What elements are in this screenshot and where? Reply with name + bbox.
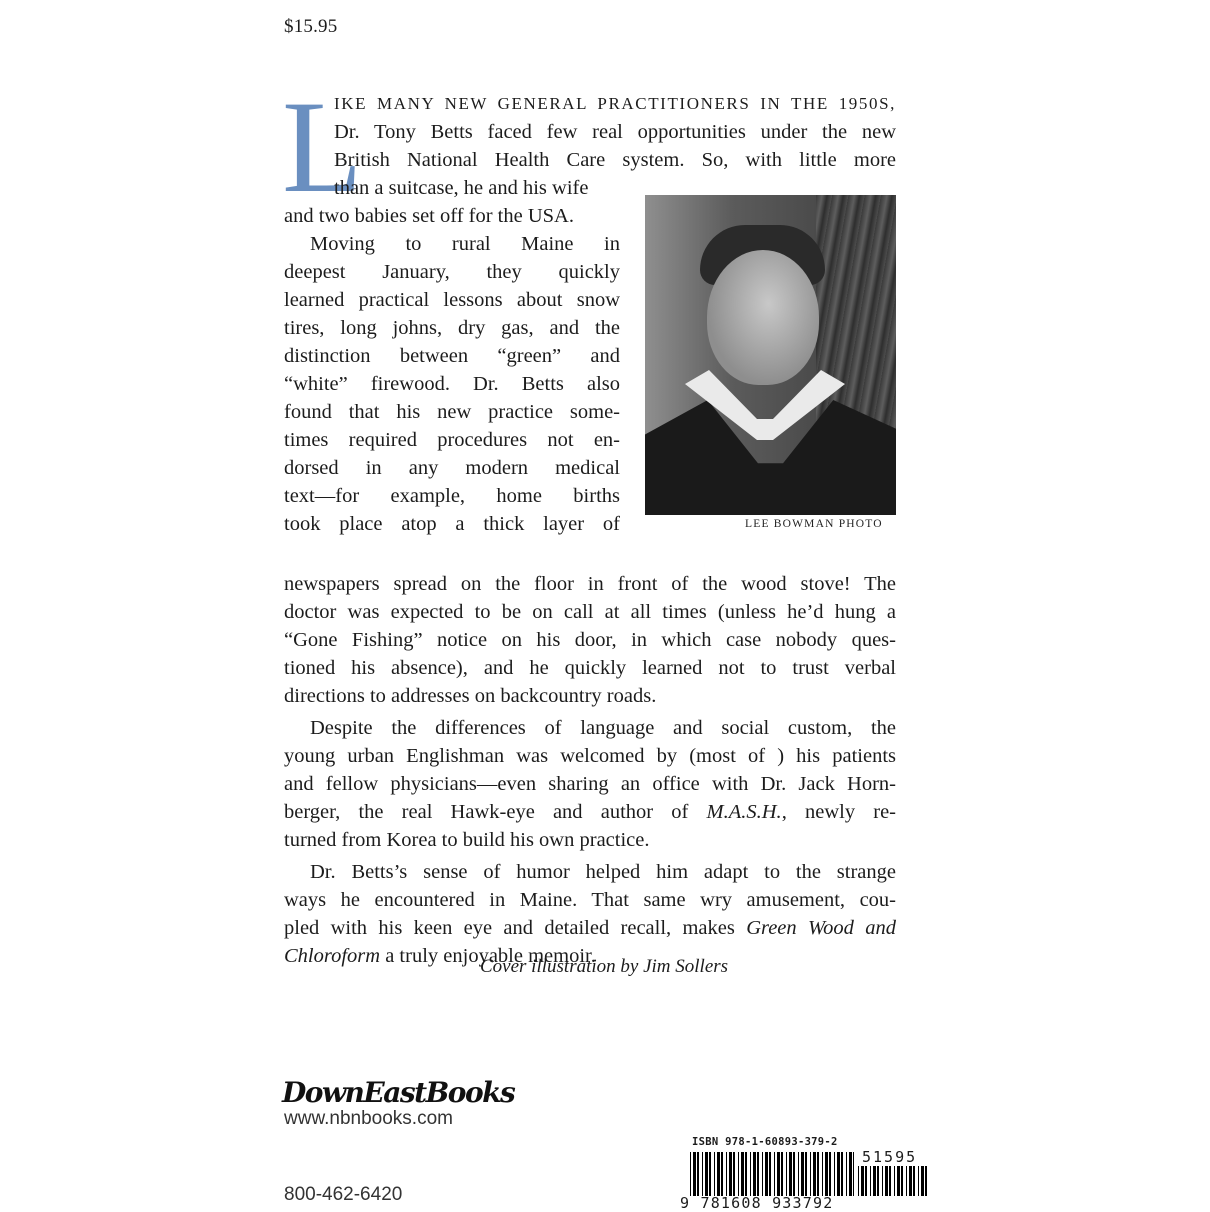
addon-digits: 51595: [862, 1148, 918, 1166]
barcode-bar: [849, 1152, 852, 1196]
text-run: pled with his keen eye and detailed recall, makes: [284, 917, 747, 939]
barcode-bar: [894, 1166, 895, 1196]
barcode-bar: [777, 1152, 780, 1196]
barcode-bar: [921, 1166, 924, 1196]
barcode-bar: [834, 1152, 835, 1196]
barcode-bar: [721, 1152, 723, 1196]
text-line: Dr. Betts’s sense of humor helped him adapt to the strange: [310, 861, 896, 883]
text-line: [284, 798, 896, 826]
text-line: directions to addresses on backcountry roads.: [284, 685, 657, 707]
barcode-bar: [697, 1152, 699, 1196]
text-run: a truly enjoyable memoir.: [380, 945, 596, 967]
barcode-bar: [798, 1152, 799, 1196]
text-line: British National Health Care system. So, with little more: [334, 149, 896, 171]
barcode-bar: [693, 1152, 696, 1196]
text-line: Dr. Tony Betts faced few real opportunities under the new: [334, 121, 896, 143]
barcode-bar: [906, 1166, 907, 1196]
text-line: turned from Korea to build his own practice.: [284, 829, 650, 851]
barcode-bar: [781, 1152, 783, 1196]
text-line: tires, long johns, dry gas, and the: [284, 317, 620, 339]
text-line: doctor was expected to be on call at all times (unless he’d hung a: [284, 601, 896, 623]
barcode-bar: [705, 1152, 708, 1196]
barcode-bar: [837, 1152, 840, 1196]
barcode-bar: [745, 1152, 747, 1196]
text-run: berger, the real Hawk-eye and author of: [284, 801, 707, 823]
text-line: times required procedures not en-: [284, 429, 620, 451]
barcode-bar: [897, 1166, 900, 1196]
barcode-bar: [726, 1152, 727, 1196]
text-line: and fellow physicians—even sharing an office with Dr. Jack Horn-: [284, 773, 896, 795]
barcode-bar: [853, 1152, 854, 1196]
barcode-bar: [870, 1166, 871, 1196]
text-line: and two babies set off for the USA.: [284, 205, 574, 227]
barcode-bar: [889, 1166, 891, 1196]
cover-credit: Cover illustration by Jim Sollers: [480, 956, 729, 977]
text-line: deepest January, they quickly: [284, 261, 620, 283]
barcode-bar: [913, 1166, 915, 1196]
author-photo: [645, 195, 896, 515]
text-line: found that his new practice some-: [284, 401, 620, 423]
phone-number: 800-462-6420: [284, 1184, 403, 1205]
barcode-bar: [873, 1166, 876, 1196]
publisher-url: www.nbnbooks.com: [284, 1108, 453, 1129]
barcode-bar: [882, 1166, 883, 1196]
text-line: “Gone Fishing” notice on his door, in which case nobody ques-: [284, 629, 896, 651]
text-line: “white” firewood. Dr. Betts also: [284, 373, 620, 395]
barcode-bar: [909, 1166, 912, 1196]
barcode-bar: [825, 1152, 828, 1196]
barcode-bar: [702, 1152, 703, 1196]
book-title-mash: M.A.S.H.: [706, 801, 782, 823]
barcode-bar: [861, 1166, 864, 1196]
text-line: ways he encountered in Maine. That same wry amusement, cou-: [284, 889, 896, 911]
barcode-bar: [789, 1152, 792, 1196]
text-line: [334, 90, 896, 118]
text-line: took place atop a thick layer of: [284, 513, 620, 535]
barcode-bar: [765, 1152, 768, 1196]
text-line: tioned his absence), and he quickly learned not to trust verbal: [284, 657, 896, 679]
photo-credit: LEE BOWMAN PHOTO: [745, 518, 883, 530]
ean-barcode: [690, 1152, 854, 1196]
barcode-bar: [805, 1152, 807, 1196]
price: $15.95: [284, 16, 338, 37]
barcode-bar: [774, 1152, 775, 1196]
barcode-bar: [762, 1152, 763, 1196]
barcode-bar: [793, 1152, 795, 1196]
text-line: Moving to rural Maine in: [310, 233, 620, 255]
book-title: Chloroform: [284, 945, 381, 967]
barcode-bar: [714, 1152, 715, 1196]
text-line: distinction between “green” and: [284, 345, 620, 367]
barcode-bar: [810, 1152, 811, 1196]
text-line: than a suitcase, he and his wife: [334, 177, 589, 199]
barcode-bar: [885, 1166, 888, 1196]
barcode-bar: [729, 1152, 732, 1196]
barcode-bar: [769, 1152, 771, 1196]
barcode-bar: [786, 1152, 787, 1196]
text-line: dorsed in any modern medical: [284, 457, 620, 479]
logo-text: DownEastBooks: [282, 1076, 515, 1109]
barcode-bar: [918, 1166, 919, 1196]
barcode-bar: [877, 1166, 879, 1196]
barcode-bar: [817, 1152, 819, 1196]
isbn-label: ISBN 978-1-60893-379-2: [692, 1136, 838, 1148]
barcode-bar: [690, 1152, 691, 1196]
barcode-bar: [757, 1152, 759, 1196]
publisher-logo: [282, 1076, 514, 1109]
text-line: young urban Englishman was welcomed by (most of ) his patients: [284, 745, 896, 767]
text-line: [284, 914, 896, 942]
barcode-bar: [829, 1152, 831, 1196]
drop-cap: L: [282, 73, 363, 220]
barcode-bar: [865, 1166, 867, 1196]
book-title: Green Wood and: [746, 917, 896, 939]
small-caps-opening: IKE MANY NEW GENERAL PRACTITIONERS IN THE 1950S,: [334, 94, 896, 113]
barcode-bar: [841, 1152, 843, 1196]
barcode-bar: [801, 1152, 804, 1196]
addon-barcode: [858, 1166, 928, 1196]
barcode-bar: [741, 1152, 744, 1196]
barcode-bar: [846, 1152, 847, 1196]
barcode-bar: [733, 1152, 735, 1196]
barcode-bar: [813, 1152, 816, 1196]
barcode-bar: [738, 1152, 739, 1196]
text-run: , newly re-: [781, 801, 897, 823]
barcode-bar: [925, 1166, 927, 1196]
barcode-bar: [901, 1166, 903, 1196]
barcode-bar: [753, 1152, 756, 1196]
text-line: Despite the differences of language and social custom, the: [310, 717, 896, 739]
text-line: learned practical lessons about snow: [284, 289, 620, 311]
text-line: newspapers spread on the floor in front of the wood stove! The: [284, 573, 896, 595]
barcode-bar: [709, 1152, 711, 1196]
barcode-bar: [717, 1152, 720, 1196]
ean-digits: 9 781608 933792: [680, 1194, 834, 1212]
barcode-bar: [750, 1152, 751, 1196]
face: [707, 250, 819, 385]
text-line: text—for example, home births: [284, 485, 620, 507]
barcode-bar: [822, 1152, 823, 1196]
barcode-bar: [858, 1166, 859, 1196]
sweater: [645, 400, 896, 515]
